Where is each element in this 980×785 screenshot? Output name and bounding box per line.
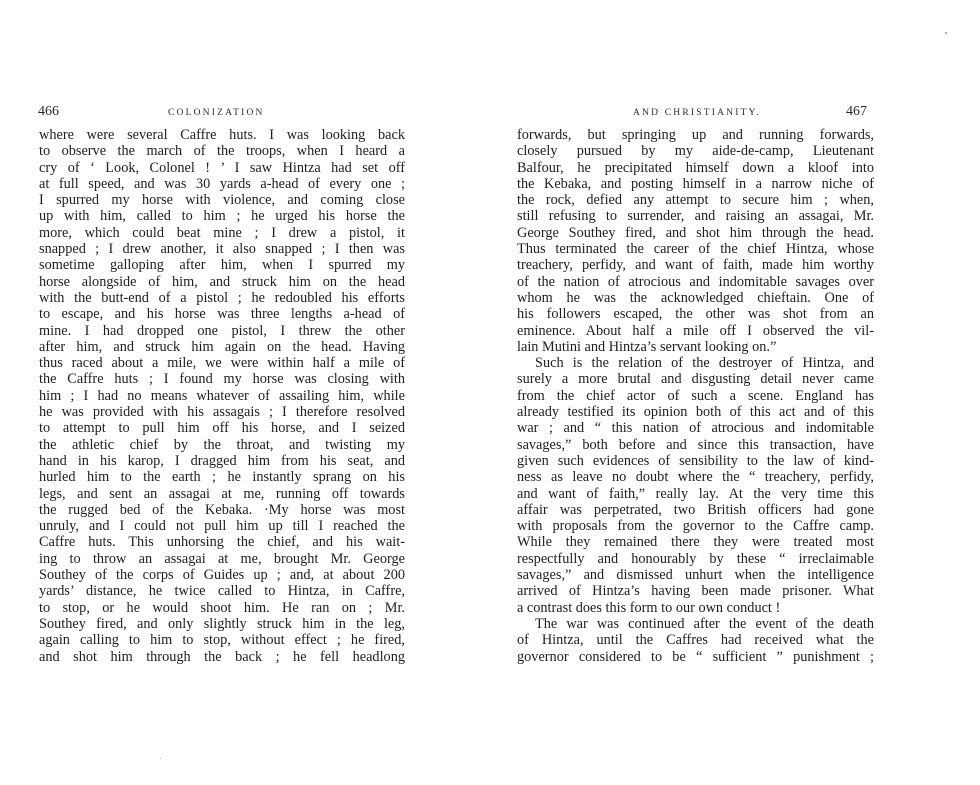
text-line: the athletic chief by the throat, and twisting my: [39, 436, 405, 453]
left-page-number: 466: [38, 104, 59, 119]
text-line: Thus terminated the career of the chief Hintza, whose: [517, 241, 874, 258]
text-line: with proposals from the governor to the Caffre camp.: [517, 518, 874, 535]
text-line: already testified its opinion both of this act and of this: [517, 404, 874, 421]
text-line: he was provided with his assagais ; I therefore resolved: [39, 404, 405, 421]
left-running-title: COLONIZATION: [168, 108, 265, 118]
text-line: again calling to him to stop, without effect ; he fired,: [39, 632, 405, 649]
right-body-text: [517, 127, 874, 665]
text-line: treachery, perfidy, and want of faith, made him worthy: [517, 257, 874, 274]
text-line: more, which could beat mine ; I drew a pistol, it: [39, 224, 405, 241]
left-body-text: [39, 127, 405, 665]
text-line: still refusing to surrender, and raising an assagai, Mr.: [517, 208, 874, 225]
text-line: unruly, and I could not pull him up till I reached the: [39, 518, 405, 535]
text-line: eminence. About half a mile off I observed the vil-: [517, 322, 874, 339]
text-line: ing to throw an assagai at me, brought Mr. George: [39, 550, 405, 567]
text-line: The war was continued after the event of the death: [535, 615, 874, 632]
text-line: respectfully and honourably by these “ irreclaimable: [517, 550, 874, 567]
text-line: the rock, defied any attempt to secure him ; when,: [517, 192, 874, 209]
text-line: closely pursued by my aide-de-camp, Lieutenant: [517, 143, 874, 160]
scan-speck: [160, 758, 161, 759]
text-line: where were several Caffre huts. I was looking back: [39, 127, 405, 143]
text-line: horse alongside of him, and struck him on the head: [39, 273, 405, 290]
scan-speck: [945, 32, 947, 34]
right-page-number: 467: [846, 104, 867, 119]
text-line: given such evidences of sensibility to the law of kind-: [517, 452, 874, 469]
text-line: cry of ‘ Look, Colonel ! ’ I saw Hintza had set off: [39, 159, 405, 176]
text-line: the Caffre huts ; I found my horse was closing with: [39, 371, 405, 388]
text-line: Caffre huts. This unhorsing the chief, and his wait-: [39, 534, 405, 551]
text-line: sometime galloping after him, when I spurred my: [39, 257, 405, 274]
right-page: [490, 0, 980, 785]
text-line: Balfour, he precipitated himself down a kloof into: [517, 159, 874, 176]
text-line: to stop, or he would shoot him. He ran on ; Mr.: [39, 599, 405, 616]
text-line: forwards, but springing up and running forwards,: [517, 127, 874, 143]
text-line: of the nation of atrocious and indomitable savages over: [517, 273, 874, 290]
text-line: at full speed, and was 30 yards a-head of every one ;: [39, 175, 405, 192]
text-line: lain Mutini and Hintza’s servant looking on.”: [517, 338, 777, 355]
text-line: up with him, called to him ; he urged his horse the: [39, 208, 405, 225]
text-line: and want of faith,” really lay. At the very time this: [517, 485, 874, 502]
text-line: with the butt-end of a pistol ; he redoubled his efforts: [39, 289, 405, 306]
text-line: yards’ distance, he twice called to Hintza, in Caffre,: [39, 583, 405, 600]
text-line: savages,” and dismissed unhurt when the intelligence: [517, 567, 874, 584]
text-line: to observe the march of the troops, when I heard a: [39, 143, 405, 160]
text-line: Such is the relation of the destroyer of Hintza, and: [535, 355, 874, 372]
text-line: While they remained there they were treated most: [517, 534, 874, 551]
text-line: to escape, and his horse was three lengths a-head of: [39, 306, 405, 323]
text-line: Southey fired, and only slightly struck him in the leg,: [39, 615, 405, 632]
text-line: war ; and “ this nation of atrocious and indomitable: [517, 420, 874, 437]
text-line: the Kebaka, and posting himself in a narrow niche of: [517, 175, 874, 192]
text-line: snapped ; I drew another, it also snapped ; I then was: [39, 241, 405, 258]
text-line: him ; I had no means whatever of assailing him, while: [39, 387, 405, 404]
text-line: I spurred my horse with violence, and coming close: [39, 192, 405, 209]
text-line: of Hintza, until the Caffres had received what the: [517, 632, 874, 649]
text-line: the rugged bed of the Kebaka. ·My horse was most: [39, 501, 405, 518]
text-line: thus raced about a mile, we were within half a mile of: [39, 355, 405, 372]
text-line: after him, and struck him again on the head. Having: [39, 338, 405, 355]
text-line: a contrast does this form to our own conduct !: [517, 599, 781, 616]
text-line: affair was perpetrated, two British officers had gone: [517, 501, 874, 518]
text-line: mine. I had dropped one pistol, I threw the other: [39, 322, 405, 339]
text-line: hurled him to the earth ; he instantly sprang on his: [39, 469, 405, 486]
text-line: arrived of Hintza’s having been made prisoner. What: [517, 583, 874, 600]
text-line: hand in his karop, I dragged him from his seat, and: [39, 452, 405, 469]
text-line: to attempt to pull him off his horse, and I seized: [39, 420, 405, 437]
right-running-title: AND CHRISTIANITY.: [633, 108, 762, 118]
text-line: whom he was the acknowledged chieftain. One of: [517, 289, 874, 306]
text-line: governor considered to be “ sufficient ” punishment ;: [517, 648, 874, 665]
text-line: ness as leave no doubt where the “ treachery, perfidy,: [517, 469, 874, 486]
text-line: his followers escaped, the other was shot from an: [517, 306, 874, 323]
text-line: legs, and sent an assagai at me, running off towards: [39, 485, 405, 502]
text-line: and shot him through the back ; he fell headlong: [39, 648, 405, 665]
text-line: Southey of the corps of Guides up ; and, at about 200: [39, 567, 405, 584]
text-line: surely a more brutal and disgusting detail never came: [517, 371, 874, 388]
text-line: from the chief actor of such a scene. England has: [517, 387, 874, 404]
text-line: George Southey fired, and shot him through the head.: [517, 224, 874, 241]
text-line: savages,” both before and since this transaction, have: [517, 436, 874, 453]
